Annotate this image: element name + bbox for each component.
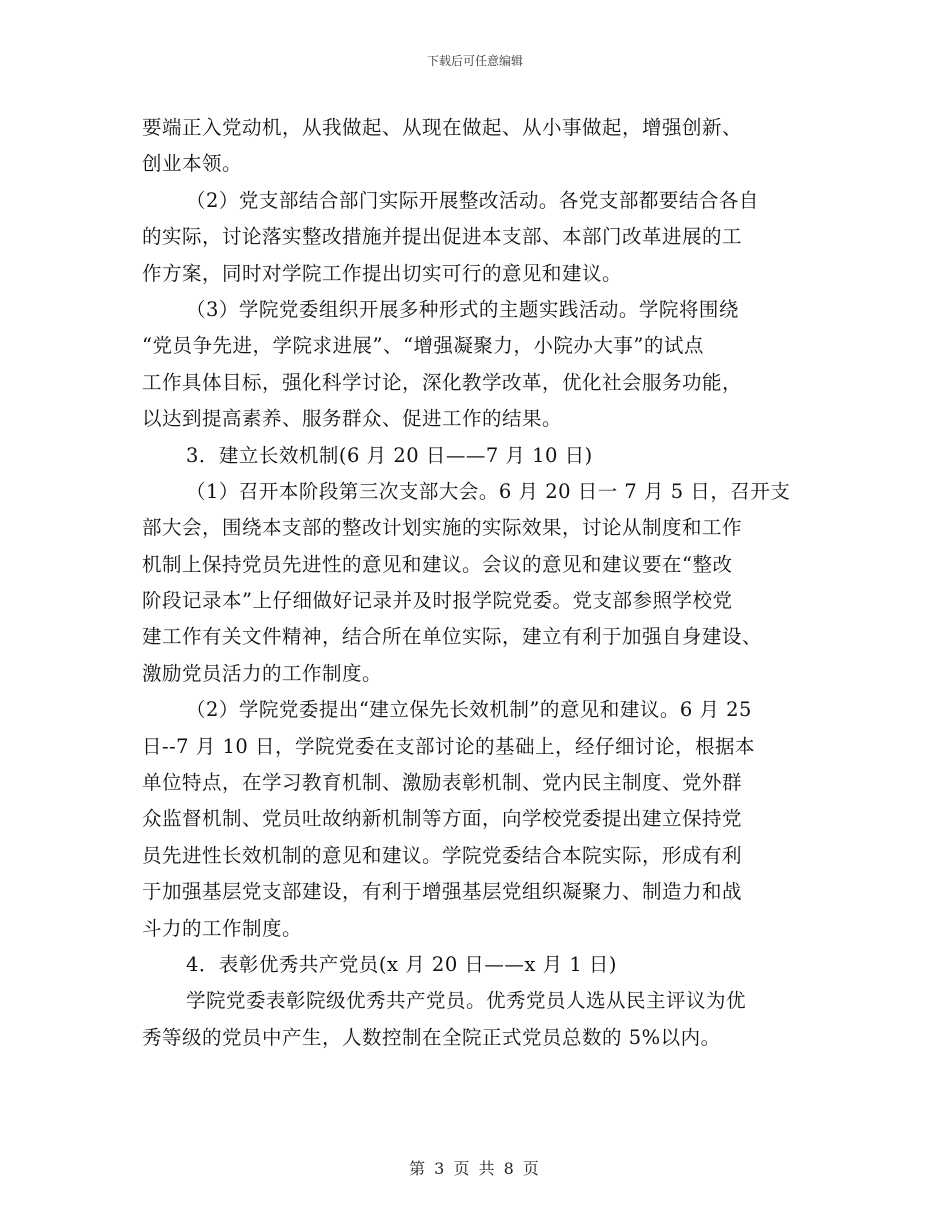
text-line: 作方案，同时对学院工作提出切实可行的意见和建议。 (142, 261, 623, 285)
text-line: 部大会，围绕本支部的整改计划实施的实际效果，讨论从制度和工作 (142, 516, 743, 540)
text-line: （2）学院党委提出“建立保先长效机制”的意见和建议。6 月 25 (186, 698, 752, 722)
text-line: 3．建立长效机制(6 月 20 日——7 月 10 日) (186, 443, 593, 467)
text-line: 阶段记录本”上仔细做好记录并及时报学院党委。党支部参照学校党 (142, 589, 733, 613)
document-body (142, 110, 810, 1056)
text-line: 单位特点，在学习教育机制、激励表彰机制、党内民主制度、党外群 (142, 771, 743, 795)
text-line: 要端正入党动机，从我做起、从现在做起、从小事做起，增强创新、 (142, 116, 743, 139)
text-line: 的实际，讨论落实整改措施并提出促进本支部、本部门改革进展的工 (142, 225, 743, 249)
page-header: 下载后可任意编辑 (426, 54, 523, 68)
text-line: 斗力的工作制度。 (142, 916, 303, 940)
text-line: 秀等级的党员中产生，人数控制在全院正式党员总数的 5%以内。 (142, 1025, 721, 1049)
text-line: “党员争先进，学院求进展”、“增强凝聚力，小院办大事”的试点 (142, 334, 704, 358)
text-line: 以达到提高素养、服务群众、促进工作的结果。 (142, 407, 563, 431)
text-line: （3）学院党委组织开展多种形式的主题实践活动。学院将围绕 (186, 297, 739, 321)
text-line: 4．表彰优秀共产党员(x 月 20 日——x 月 1 日) (186, 952, 618, 976)
text-line: 建工作有关文件精神，结合所在单位实际，建立有利于加强自身建设、 (142, 625, 763, 649)
text-line: 创业本领。 (142, 152, 243, 176)
page-footer: 第 3 页 共 8 页 (409, 1159, 541, 1178)
text-line: 于加强基层党支部建设，有利于增强基层党组织凝聚力、制造力和战 (142, 880, 743, 904)
text-line: （2）党支部结合部门实际开展整改活动。各党支部都要结合各自 (186, 188, 759, 212)
text-line: 机制上保持党员先进性的意见和建议。会议的意见和建议要在“整改 (142, 552, 733, 576)
text-line: 员先进性长效机制的意见和建议。学院党委结合本院实际，形成有利 (142, 843, 743, 867)
text-line: 学院党委表彰院级优秀共产党员。优秀党员人选从民主评议为优 (186, 989, 747, 1013)
text-line: （1）召开本阶段第三次支部大会。6 月 20 日一 7 月 5 日，召开支 (186, 479, 791, 503)
text-line: 工作具体目标，强化科学讨论，深化教学改革，优化社会服务功能， (142, 370, 743, 394)
text-line: 激励党员活力的工作制度。 (142, 661, 383, 685)
text-line: 日--7 月 10 日，学院党委在支部讨论的基础上，经仔细讨论，根据本 (142, 734, 755, 758)
text-line: 众监督机制、党员吐故纳新机制等方面，向学校党委提出建立保持党 (142, 807, 743, 831)
